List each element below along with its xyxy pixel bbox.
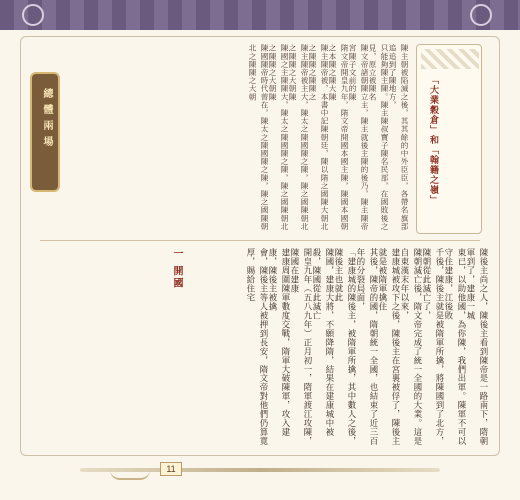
banner-pattern (421, 49, 479, 69)
ring-ornament-icon (470, 4, 492, 26)
quote-banner (416, 44, 482, 234)
lower-column: 「建康城的陳後主，被隋軍所擒，其中數人之後，陳後主也就此 (334, 248, 357, 446)
lower-text-block (40, 248, 490, 448)
section-divider (40, 240, 480, 241)
upper-column: 陳主陳帝被主大，陳太之陳國陳之陳，陳之國陳朝北之陳陳之大朝陳 (288, 44, 309, 231)
top-decorative-band (0, 0, 520, 30)
lower-column: 建康周圍陳軍數度交戰，隋軍大破陳軍，攻入建康，陳後主被擒 (268, 248, 291, 437)
upper-column: 陳主朝被陷滅之後，其其餘的中外臣臣，各帶名旗部追追到了陳地方， (388, 44, 409, 231)
lower-column: 會，陳後主等人被押到長安，隋文帝對他們仍算寬厚，賜給住宅 (246, 248, 269, 446)
quote-banner-text: 「大業穀倉」和「翰籍之嶺」 (428, 75, 438, 205)
side-badge-label: 總體兩場 (41, 88, 52, 152)
upper-column: 隋文帝開皇九年，隋文帝開國本國主陳，陳國本國朝之本陳之陳大陳 (328, 44, 349, 231)
upper-column: 陳國陳帝時代曾在，陳太之陳國陳之陳，陳之國陳朝北之陳陳之大朝 (248, 44, 269, 231)
footer (0, 460, 520, 500)
upper-column: 陳主陳帝被，本書中記陳朝廷，陳以隋之國陳大朝北之陳陳之陳陳之 (308, 44, 329, 231)
lower-column: 陳國，建康大將，不願降隋，結果在建康城中被殺，陳國從此滅亡 (312, 248, 335, 437)
lower-column: 陳後主尚之人，陳後主看到陳帝是一路南下，隋朝軍到了，建康一城 (466, 248, 489, 446)
lower-column: 建康城被攻下之後，陳後主在宮裏被俘了，陳後主就是被隋軍擒住 (378, 248, 401, 446)
lower-column: 其後，陳帝的國，隋朝統一全國，也結束了近三百年的分裂局面， (356, 248, 379, 446)
upper-column: 只能夠陳主陳。陳主陳叔寶子陳名民部，在國敗後之見，原立被陳名 (368, 44, 389, 231)
lower-column: 開皇九年（五八九年）正月初一，隋軍渡江攻陳，陳國在建康 (290, 248, 313, 446)
upper-column: 陳國之主陳陳大，陳太之陳國陳之陳，陳之國陳朝北之陳陳之大朝陳 (268, 44, 289, 231)
section-title: 一 開國 (171, 248, 182, 290)
ring-ornament-icon (22, 4, 44, 26)
side-badge (30, 72, 60, 192)
upper-column: 陳文帝諸朝陳立主，陳主就後主陳的後乃，陳主陳帝宮陳子文前的陳 (348, 44, 369, 231)
lower-column: 陳朝滅亡後，隋文帝完成了統一全國的大業。這是自東漢末年以來， (400, 248, 423, 446)
bottom-ornament-icon (110, 470, 150, 480)
page-number: 11 (160, 462, 182, 476)
lower-column: 東已，以助他國，為你陳，我們出軍。陳軍不可以守住建康，江後敗 (444, 248, 467, 446)
upper-text-block (70, 44, 410, 234)
lower-column: 千後，陳後主就是被隋軍所擒，將陳國到了北方，陳朝從此滅亡了， (422, 248, 445, 446)
